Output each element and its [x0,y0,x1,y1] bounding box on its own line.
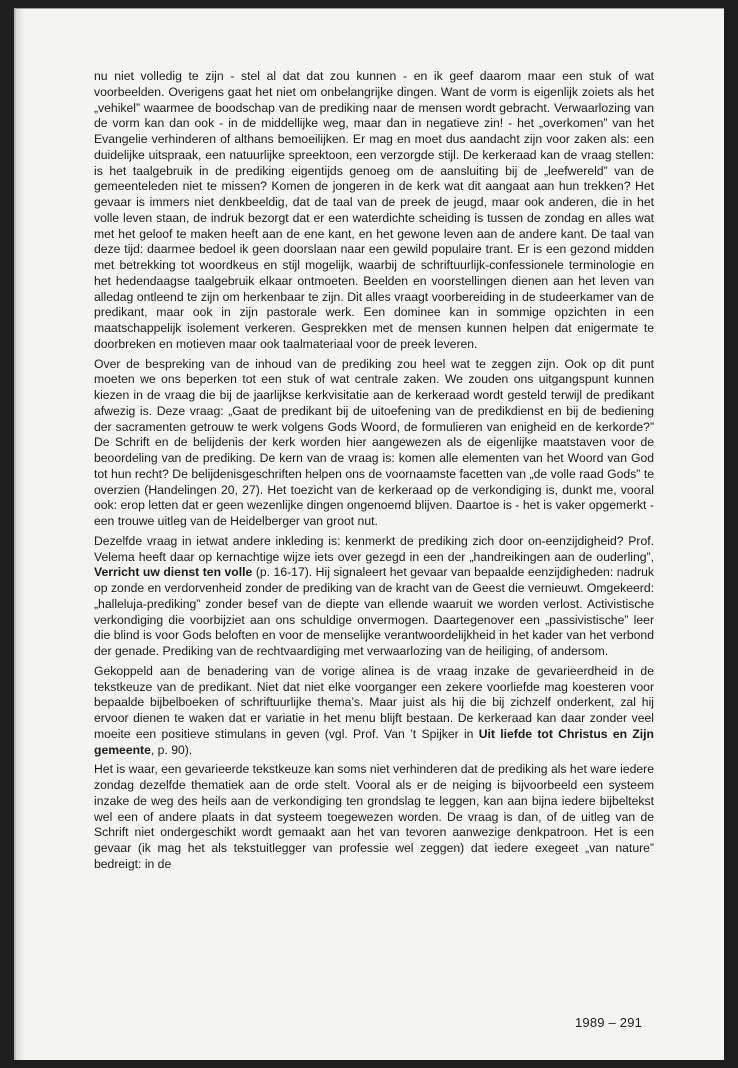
book-title: Verricht uw dienst ten volle [94,565,253,580]
paragraph [94,762,654,872]
paragraph-text: Dezelfde vraag in ietwat andere inkleding is: kenmerkt de prediking zich door on-eenzijdigheid? Prof. Velema heeft daar op kernachtige wijze iets over gezegd in een der „handreikingen aan de ouderling”, [94,533,654,564]
paragraph-text: (p. 16-17). Hij signaleert het gevaar van bepaalde eenzijdigheden: nadruk op zonde en verdorvenheid zonder de prediking van de kracht van de Geest die vernieuwt. Omgekeerd: „halleluja-prediking” zonder besef van de diepte van ellende waaruit we worden verlost. Activistische verkondiging die voorbijziet aan ons schuldige onvermogen. Daartegenover een „passivistische” leer die blind is voor Gods beloften en voor de menselijke verantwoordelijkheid in het kader van het verbond der genade. Prediking van de rechtvaardiging met verwaarlozing van de heiliging, of andersom. [94,565,654,658]
paragraph-text: nu niet volledig te zijn - stel al dat dat zou kunnen - en ik geef daarom maar een stuk of wat voorbeelden. Overigens gaat het niet om onbelangrijke dingen. Want de vorm is eigenlijk zoiets als het „vehikel” waarmee de boodschap van de prediking naar de mensen wordt gebracht. Verwaarlozing van de vorm kan dan ook - in de middellijke weg, maar dan in negatieve zin! - het „overkomen” van het Evangelie verhinderen of althans bemoeilijken. Er mag en moet dus aandacht zijn voor zaken als: een duidelijke uitspraak, een natuurlijke spreektoon, een verzorgde stijl. De kerkeraad kan de vraag stellen: is het taalgebruik in de prediking eigentijds genoeg om de aansluiting bij de „leefwereld” van de gemeenteleden niet te missen? Komen de jongeren in de kerk wat dit aangaat aan hun trekken? Het gevaar is immers niet denkbeeldig, dat de taal van de preek de jeugd, maar ook anderen, die in het volle leven staan, de indruk bezorgt dat er een waterdichte scheiding is tussen de zondag en alles wat met het geloof te maken heeft aan de ene kant, en het gewone leven aan de andere kant. De taal van deze tijd: daarmee bedoel ik geen doorslaan naar een gewild populaire trant. Er is een gezond midden met betrekking tot woordkeus en stijl mogelijk, waarbij de schriftuurlijk-confessionele terminologie en het hedendaagse taalgebruik elkaar ontmoeten. Beelden en voorstellingen dienen aan het leven van alledag ontleend te zijn om herkenbaar te zijn. Dit alles vraagt voorbereiding in de studeerkamer van de predikant, maar ook in zijn pastorale werk. Een dominee kan in sommige opzichten in een maatschappelijk isolement verkeren. Gesprekken met de mensen kunnen helpen dat enigermate te doorbreken en motieven maar ook taalmateriaal voor de preek leveren. [94,69,654,351]
paragraph [94,534,654,660]
article-body [94,69,654,877]
paragraph [94,69,654,353]
paragraph [94,664,654,759]
scanned-page [14,8,724,1060]
paragraph-text: , p. 90). [150,742,193,757]
page-number: 1989 – 291 [575,1015,643,1030]
page-gutter-shadow [16,9,24,1060]
paragraph-text: Over de bespreking van de inhoud van de prediking zou heel wat te zeggen zijn. Ook op dit punt moeten we ons beperken tot een stuk of wat centrale zaken. We zouden ons uitgangspunt kunnen kiezen in de vraag die bij de jaarlijkse kerkvisitatie aan de kerkeraad wordt gesteld terwijl de predikant afwezig is. Deze vraag: „Gaat de predikant bij de uitoefening van de predikdienst en bij de bediening der sacramenten getrouw te werk volgens Gods Woord, de formulieren van enigheid en de kerkorde?” De Schrift en de belijdenis der kerk worden hier aangewezen als de eigenlijke maatstaven voor de beoordeling van de prediking. De kern van de vraag is: komen alle elementen van het Woord van God tot hun recht? De belijdenisgeschriften helpen ons de voornaamste facetten van „de volle raad Gods” te overzien (Handelingen 20, 27). Het toezicht van de kerkeraad op de verkondiging is, dunkt me, vooral ook: erop letten dat er geen wezenlijke dingen ongenoemd blijven. Daartoe is - het is vaker opgemerkt - een trouwe uitleg van de Heidelberger van groot nut. [94,356,654,528]
paragraph-text: Het is waar, een gevarieerde tekstkeuze kan soms niet verhinderen dat de prediking als het ware iedere zondag dezelfde thematiek aan de orde stelt. Vooral als er de neiging is bijvoorbeeld een systeem inzake de weg des heils aan de verkondiging ten grondslag te leggen, kan aan bijna iedere bijbeltekst wel een of andere plaats in dat systeem toegewezen worden. De vraag is dan, of de uitleg van de Schrift niet ondergeschikt wordt gemaakt aan het van tevoren aanwezige denkpatroon. Het is een gevaar (ik mag het als tekstuitlegger van professie wel zeggen) dat iedere exegeet „van nature” bedreigt: in de [94,762,654,871]
paragraph-text: Gekoppeld aan de benadering van de vorige alinea is de vraag inzake de gevarieerdheid in de tekstkeuze van de predikant. Niet dat niet elke voorganger een zekere voorliefde mag koesteren voor bepaalde bijbelboeken of schriftuurlijke thema’s. Maar juist als hij die bij zichzelf onderkent, zal hij ervoor dienen te waken dat er variatie in het menu blijft bestaan. De kerkeraad kan daar zonder veel moeite een positieve stimulans in geven (vgl. Prof. Van ’t Spijker in [94,663,654,741]
paragraph [94,357,654,530]
book-title: Uit liefde tot Christus en Zijn gemeente [94,726,654,757]
